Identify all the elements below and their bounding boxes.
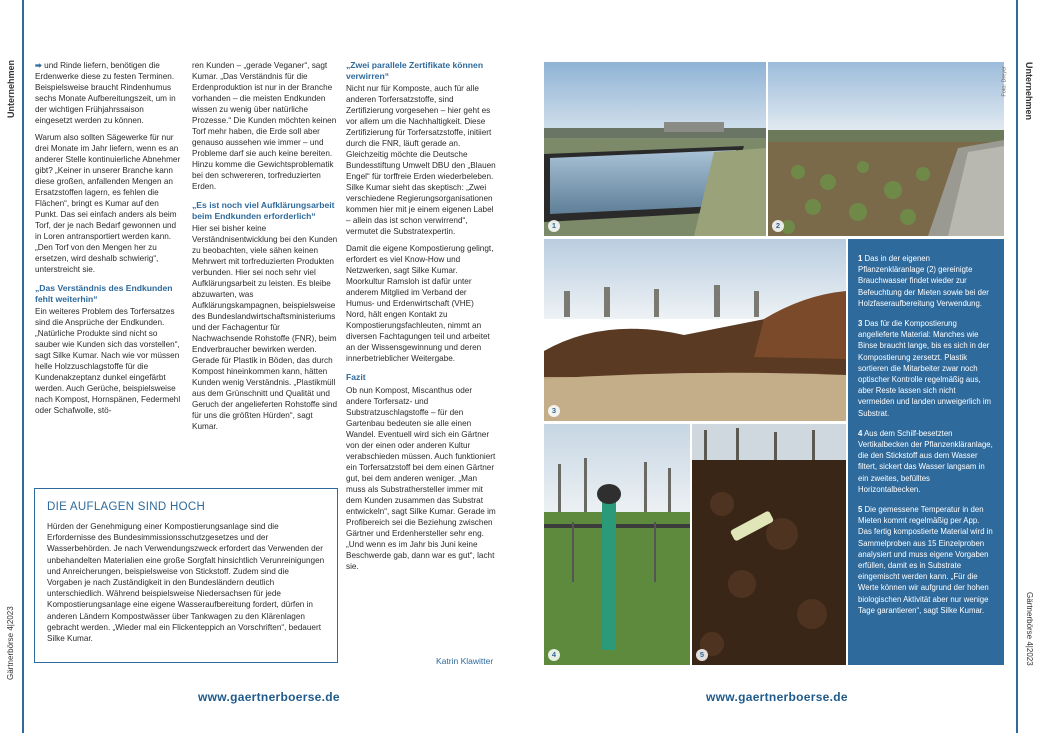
info-box-text: Hürden der Genehmigung einer Kompostierungsanlage sind die Erfordernisse des Bundesimmissionsschutzgesetzes und der Wasserbehörden. Je nach Verwendungszweck erfordert das Verwenden der unbehandelten Materialien eine große Sorgfalt hinsichtlich Verunreinigungen und Anreicherungen, beispielsweise von Stickstoff. Zudem sind die Vorgaben je nach Zuständigkeit in den Bundesländern deutlich unterschiedlich. Während beispielsweise Niedersachsen für jede Kompostierungsanlage eine eigene Wasseraufbereitung fordert, dürfen in anderen Ländern Kompostwässer über Tankwagen zu den Klärenlagen gebracht werden. „Wieder mal ein Flickenteppich an Vorschriften“, bedauert Silke Kumar.: [47, 522, 325, 644]
footer-url-right[interactable]: www.gaertnerboerse.de: [706, 690, 848, 704]
photo-captions-box: [848, 239, 1004, 665]
photo-plant-filter: [768, 62, 1008, 236]
paragraph: Warum also sollten Sägewerke für nur drei Monate im Jahr liefern, wenn es an anderer Stelle kontinuierliche Abnehmer gibt? „Keiner in unserer Branche kann diese großen, anfallenden Mengen an Ersatzstoffen lagern, es fehlen die Flächen“, bringt es Kumar auf den Punkt. Das sei einfach anders als beim Torf, der je nach Bedarf gewonnen und in Loren antransportiert werden kann. „Den Torf von den Mengen her zu ersetzen, wird deshalb schwierig“, unterstreicht sie.: [35, 133, 181, 274]
subheading: „Das Verständnis des Endkunden fehlt weiterhin“: [35, 283, 173, 304]
subheading: Fazit: [346, 372, 366, 382]
section-label-right: Unternehmen: [1024, 62, 1034, 121]
subheading: „Zwei parallele Zertifikate können verwirren“: [346, 60, 484, 81]
text-column-1: [35, 60, 181, 422]
caption-5: 5 Die gemessene Temperatur in den Mieten kommt regelmäßig per App. Das fertig kompostierte Material wird in Sammelproben aus 15 Einzelproben analysiert und muss eigene Vorgaben erfüllen, damit es in Substrate eingemischt werden kann. „Für die Werte können wir aufgrund der hohen biologischen Aktivität aber nur wenige Tage garantieren“, sagt Silke Kumar.: [858, 505, 993, 615]
text-column-2: [192, 60, 338, 438]
caption-3: 3 Das für die Kompostierung angelieferte Material: Manches wie Binse braucht lange, bis es sich in der Kompostierung zersetzt. Plastik sortieren die Mitarbeiter zwar noch optischer Kontrolle regelmäßig aus, aber Reste lassen sich nicht vermeiden und landen unweigerlich im Substrat.: [858, 319, 992, 418]
caption-1: 1 Das in der eigenen Pflanzenkläranlage (2) gereinigte Brauchwasser findet wieder zur Befeuchtung der Mieten sowie bei der Holzfaseraufbereitung Verwendung.: [858, 254, 989, 308]
photo-number-2: 2: [772, 220, 784, 232]
paragraph: ➡ und Rinde liefern, benötigen die Erdenwerke diese zu festen Terminen. Beispielsweise braucht Rindenhumus sechs Monate Aufbereitungszeit, um in der wichtigen Frühjahrssaison eingesetzt werden zu können.: [35, 61, 176, 125]
photo-compost-heaps: [544, 239, 846, 421]
photo-compost-heaps-image: [544, 239, 846, 421]
photo-water-basin: [544, 62, 766, 236]
paragraph: Nicht nur für Komposte, auch für alle anderen Torfersatzstoffe, sind Zertifizierung vorgesehen – hier geht es vor allem um die Nachhaltigkeit. Diese Zertifizierung für Torfersatzstoffe, initiiert durch die FNR, läuft gerade an. Gleichzeitig möchte die Deutsche Bundesstiftung Umwelt DBU den „Blauen Engel“ für torffreie Erden wiederbeleben. Silke Kumar sieht das skeptisch: „Zwei verschiedene Regierungsorganisationen kommen hier mit je einem eigenen Label – allein das ist schon verwirrend“, vermutet die Substratexpertin.: [346, 84, 496, 236]
photo-credit: Foto: Dreyer: [1002, 66, 1008, 97]
photo-number-5: 5: [696, 649, 708, 661]
info-box-title: DIE AUFLAGEN SIND HOCH: [47, 501, 206, 513]
photo-compost-thermometer-image: [692, 424, 846, 665]
right-margin-rule: [1016, 0, 1018, 733]
photo-compost-thermometer: [692, 424, 846, 665]
footer-url-left[interactable]: www.gaertnerboerse.de: [198, 690, 340, 704]
section-label-left: Unternehmen: [6, 59, 16, 118]
photo-number-4: 4: [548, 649, 560, 661]
caption-4: 4 Aus dem Schilf-besetzten Vertikalbecken der Pflanzenkläranlage, die den Stickstoff aus dem Wasser filtert, sickert das Wasser langsam in ein zweites, befülltes Horizontalbecken.: [858, 428, 993, 494]
paragraph: Hier sei bisher keine Verständnisentwicklung bei den Kunden zu beobachten, viele sähen keinen Mehrwert mit torfreduzierten Produkten verbunden. Hier sei noch sehr viel Aufklärungsarbeit zu leisten. Es bleibe abzuwarten, was Aufklärungskampagnen, beispielsweise des Bundeslandwirtschaftsministeriums und der Fachagentur für Nachwachsende Rohstoffe (FNR), beim Endverbraucher bewirken werden. Gerade für Plastik in Böden, das durch Kompost hineinkommen kann, hätten Kunden wenig Verständnis. „Plastikmüll aus dem Grünschnitt und Qualität und Geruch der angelieferten Rohstoffe sind für uns die größten Hürden“, sagt Kumar.: [192, 224, 338, 431]
info-box: [34, 488, 338, 663]
paragraph: Ob nun Kompost, Miscanthus oder andere Torfersatz- und Substratzuschlagstoffe – für den Gartenbau bedeuten sie alle einen Wandel. Eventuell wird sich ein Gärtner von der einen oder anderen Kultur verabschieden müssen. Auch funktioniert ein Torfersatzstoff bei dem einen Gärtner gut, bei dem anderen weniger. „Man muss als Substrathersteller immer mit dem Kunden zusammen das Substrat entwickeln“, sagt Silke Kumar. Gerade im Profibereich sei die Beziehung zwischen Gärtner und Erdenhersteller sehr eng. „Und wenn es im Jahr bis Juni keine Beschwerde gab, dann war es gut“, lacht sie.: [346, 385, 496, 571]
photo-number-3: 3: [548, 405, 560, 417]
author-byline: Katrin Klawitter: [436, 656, 494, 666]
paragraph: Damit die eigene Kompostierung gelingt, erfordert es viel Know-How und Netzwerken, sagt Silke Kumar. Moorkultur Ramsloh ist dafür unter anderem Mitglied im Verband der Humus- und Erdenwirtschaft (VHE) Nord, hält engen Kontakt zu Kompostierungsfachleuten, nimmt an diversen Fachtagungen teil und arbeitet an der Wissensgewinnung und deren innerbetrieblicher Weitergabe.: [346, 244, 494, 363]
paragraph: Ein weiteres Problem des Torfersatzes sind die Ansprüche der Endkunden. „Natürliche Produkte sind nicht so sauber wie Kunden sich das vorstellen“, sagt Silke Kumar. Nach wie vor müssen helle Holzzuschlagstoffe für die Kundenakzeptanz dunkel eingefärbt werden. Auch Gerüche, beispielsweise nach Kompost, Hornspänen, Federmehl oder Schafwolle, stö-: [35, 307, 181, 415]
photo-water-basin-image: [544, 62, 766, 236]
continue-arrow-icon: ➡: [35, 61, 42, 70]
photo-filter-column: [544, 424, 690, 665]
left-margin-rule: [22, 0, 24, 733]
photo-plant-filter-image: [768, 62, 1004, 236]
issue-label-left: Gärtnerbörse 4|2023: [6, 606, 15, 680]
text-column-3: [346, 60, 496, 578]
subheading: „Es ist noch viel Aufklärungsarbeit beim Endkunden erforderlich“: [192, 200, 335, 221]
photo-number-1: 1: [548, 220, 560, 232]
issue-label-right: Gärtnerbörse 4|2023: [1025, 592, 1034, 666]
paragraph: ren Kunden – „gerade Veganer“, sagt Kumar. „Das Verständnis für die Erdenproduktion ist nur in der Branche vorhanden – die meisten Endkunden wissen zu wenig über natürliche Prozesse.“ Die Kunden möchten keinen Torf mehr haben, die Erde soll aber genauso aussehen wie immer – und Probleme darf sie auch keine bereiten. Hinzu komme die Gewichtsproblematik bei den schwereren, torfreduzierten Erden.: [192, 61, 337, 191]
photo-filter-column-image: [544, 424, 690, 665]
